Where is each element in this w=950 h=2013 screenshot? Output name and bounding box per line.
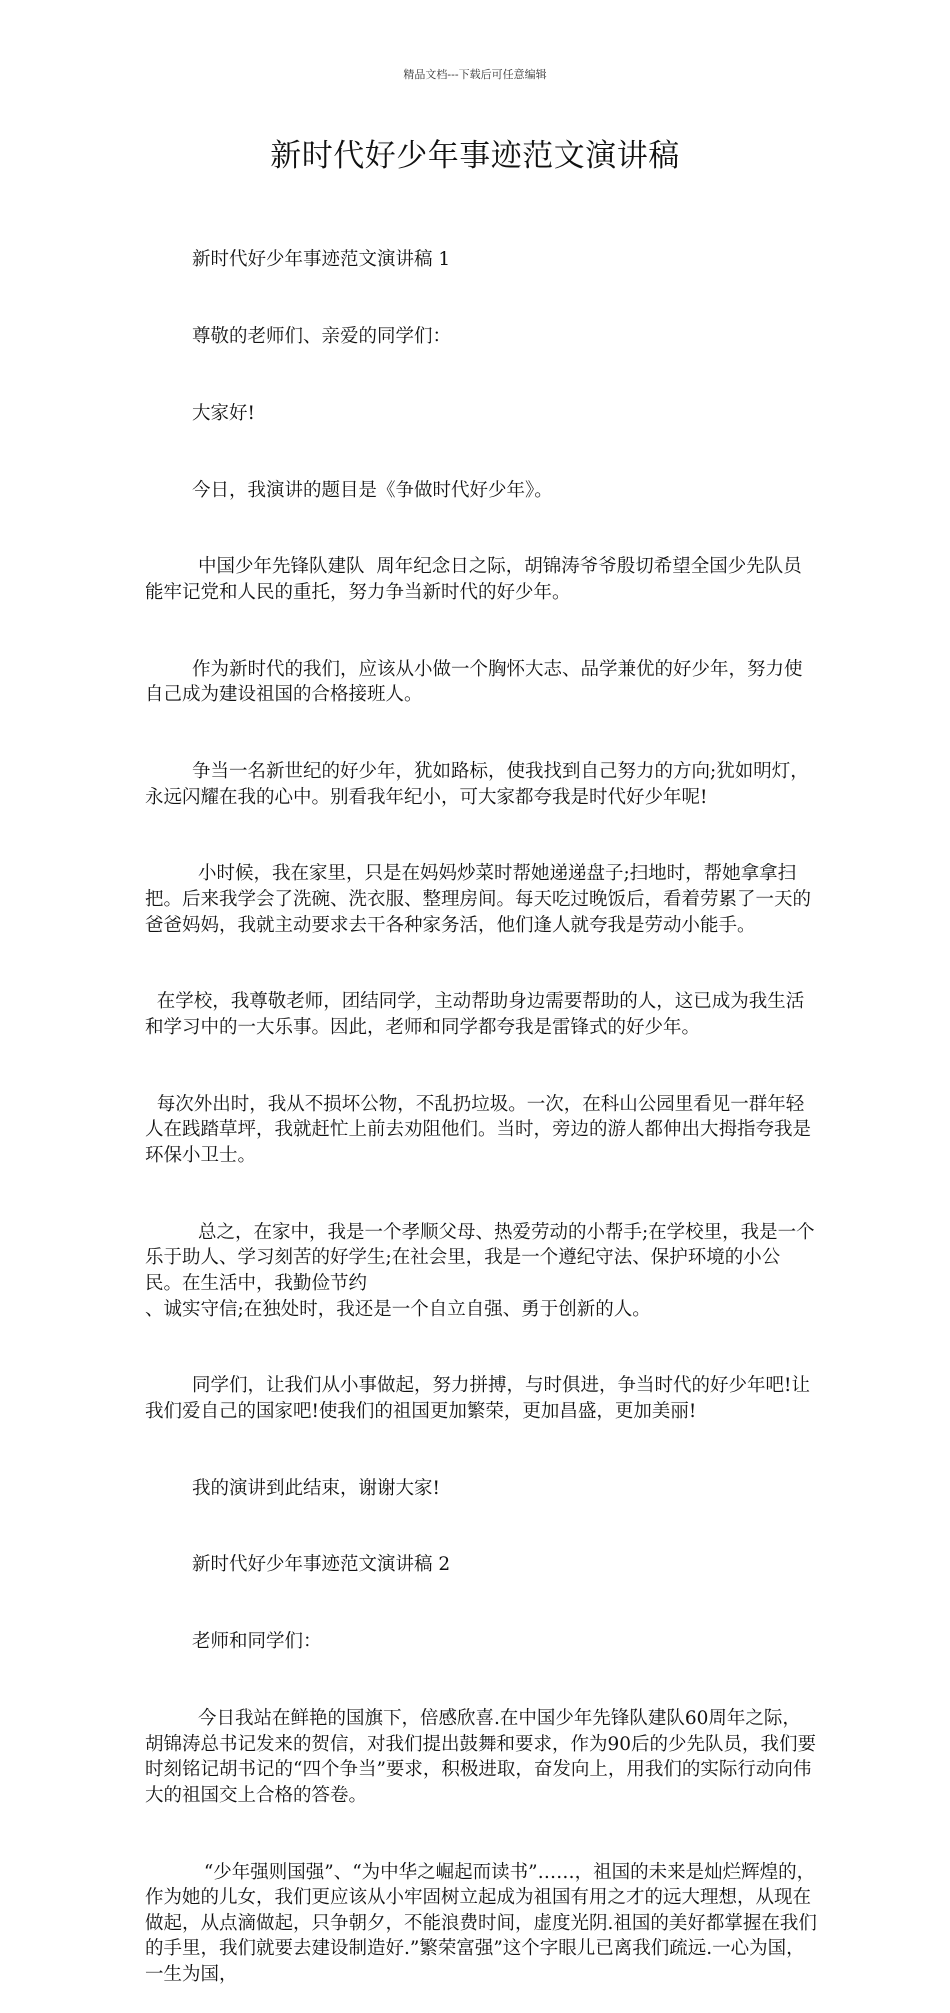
document-title: 新时代好少年事迹范文演讲稿 [270,138,680,174]
paragraph: 老师和同学们： [145,1631,322,1653]
paragraph: “少年强则国强”、“为中华之崛起而读书”……，祖国的未来是灿烂辉煌的，作为她的儿女，我们更应该从小牢固树立起成为祖国有用之才的远大理想，从现在做起，从点滴做起，只争朝夕，不能浪费时间，虚度光阴.祖国的美好都掌握在我们的手里，我们就要去建设制造好.”繁荣富强”这个字眼儿已离我们疏远.一心为国，一生为国， [145,1861,817,1985]
paragraph: 小时候，我在家里，只是在妈妈炒菜时帮她递递盘子;扫地时，帮她拿拿扫把。后来我学会了洗碗、洗衣服、整理房间。每天吃过晚饭后，看着劳累了一天的爸爸妈妈，我就主动要求去干各种家务活，他们逢人就夸我是劳动小能手。 [145,863,812,936]
paragraph: 同学们，让我们从小事做起，努力拼搏，与时俱进，争当时代的好少年吧!让我们爱自己的国家吧!使我们的祖国更加繁荣，更加昌盛，更加美丽! [145,1375,810,1422]
paragraph: 每次外出时，我从不损坏公物，不乱扔垃圾。一次，在科山公园里看见一群年轻人在践踏草坪，我就赶忙上前去劝阻他们。当时，旁边的游人都伸出大拇指夸我是环保小卫士。 [145,1093,812,1166]
document-body [145,196,817,2013]
paragraph: 我的演讲到此结束，谢谢大家! [145,1477,440,1499]
paragraph: 中国少年先锋队建队 周年纪念日之际，胡锦涛爷爷殷切希望全国少先队员能牢记党和人民的重托，努力争当新时代的好少年。 [145,556,802,603]
paragraph: 尊敬的老师们、亲爱的同学们： [145,325,452,347]
paragraph: 作为新时代的我们，应该从小做一个胸怀大志、品学兼优的好少年，努力使自己成为建设祖国的合格接班人。 [145,658,803,706]
paragraph: 总之，在家中，我是一个孝顺父母、热爱劳动的小帮手;在学校里，我是一个乐于助人、学习刻苦的好学生;在社会里，我是一个遵纪守法、保护环境的小公民。在生活中，我勤俭节约 、诚实守信;在独处时，我还是一个自立自强、勇于创新的人。 [145,1221,815,1320]
page-header: 精品文档---下载后可任意编辑 [403,68,547,81]
paragraph: 新时代好少年事迹范文演讲稿 1 [145,249,451,271]
paragraph: 大家好! [145,402,255,424]
paragraph: 今日，我演讲的题目是《争做时代好少年》。 [145,479,553,501]
paragraph: 争当一名新世纪的好少年，犹如路标，使我找到自己努力的方向;犹如明灯，永远闪耀在我的心中。别看我年纪小，可大家都夸我是时代好少年呢! [145,761,809,808]
paragraph: 今日我站在鲜艳的国旗下，倍感欣喜.在中国少年先锋队建队60周年之际，胡锦涛总书记发来的贺信，对我们提出鼓舞和要求，作为90后的少先队员，我们要时刻铭记胡书记的“四个争当”要求，积极进取，奋发向上，用我们的实际行动向伟大的祖国交上合格的答卷。 [145,1708,817,1806]
paragraph: 新时代好少年事迹范文演讲稿 2 [145,1554,451,1576]
paragraph: 在学校，我尊敬老师，团结同学，主动帮助身边需要帮助的人，这已成为我生活和学习中的一大乐事。因此，老师和同学都夸我是雷锋式的好少年。 [145,991,805,1038]
